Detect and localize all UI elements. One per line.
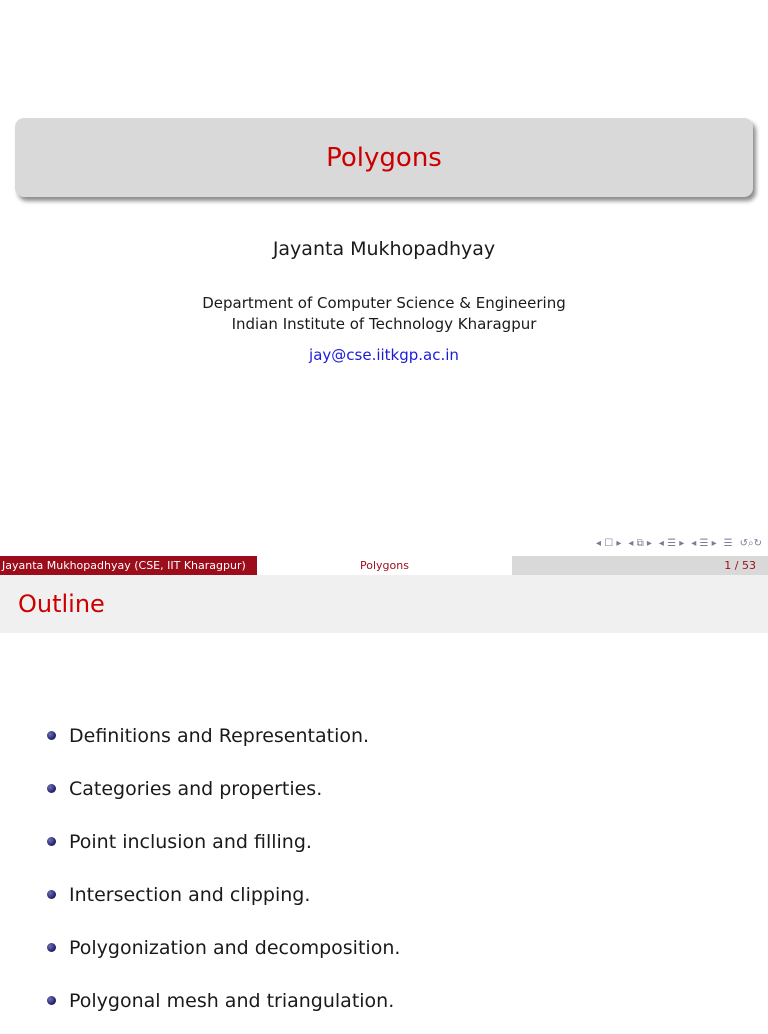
- nav-subsection-icon[interactable]: ◂ ☰ ▸: [658, 538, 685, 549]
- author-name: Jayanta Mukhopadhyay: [272, 238, 496, 260]
- bullet-icon: [47, 731, 56, 740]
- list-item-text: Categories and properties.: [69, 778, 323, 800]
- list-item-text: Polygonal mesh and triangulation.: [69, 990, 395, 1012]
- affiliation-department: Department of Computer Science & Engineering: [202, 294, 566, 312]
- footer-title: Polygons: [257, 556, 512, 575]
- list-item: [0, 981, 768, 1034]
- footer-author: Jayanta Mukhopadhyay (CSE, IIT Kharagpur): [0, 556, 257, 575]
- footer-page-number: 1 / 53: [512, 556, 768, 575]
- list-item-text: Intersection and clipping.: [69, 884, 311, 906]
- list-item: [0, 928, 768, 981]
- bullet-icon: [47, 837, 56, 846]
- affiliation-institute: Indian Institute of Technology Kharagpur: [231, 315, 537, 333]
- bullet-icon: [47, 996, 56, 1005]
- frame-title-bar: [0, 575, 768, 633]
- nav-prev-icon[interactable]: ◂ ☐ ▸: [596, 538, 622, 549]
- slide-title: Polygons: [326, 142, 442, 173]
- title-box: [15, 118, 753, 197]
- email-link[interactable]: jay@cse.iitkgp.ac.in: [309, 346, 459, 364]
- list-item-text: Polygonization and decomposition.: [69, 937, 401, 959]
- affiliation: [0, 293, 768, 335]
- bullet-icon: [47, 890, 56, 899]
- list-item-text: Definitions and Representation.: [69, 725, 370, 747]
- list-item: [0, 769, 768, 822]
- bullet-icon: [47, 784, 56, 793]
- beamer-navigation: [596, 538, 762, 549]
- list-item: [0, 822, 768, 875]
- list-item: [0, 716, 768, 769]
- nav-toc-icon[interactable]: ☰: [723, 538, 733, 549]
- nav-frame-icon[interactable]: ◂ ⧉ ▸: [628, 538, 652, 549]
- frame-title: Outline: [18, 590, 105, 618]
- nav-section-icon[interactable]: ◂ ☰ ▸: [691, 538, 717, 549]
- list-item-text: Point inclusion and filling.: [69, 831, 312, 853]
- nav-search-icon[interactable]: ↺⌕↻: [739, 538, 762, 549]
- bullet-icon: [47, 943, 56, 952]
- slide-footer: [0, 556, 768, 575]
- outline-list: [0, 716, 768, 1034]
- list-item: [0, 875, 768, 928]
